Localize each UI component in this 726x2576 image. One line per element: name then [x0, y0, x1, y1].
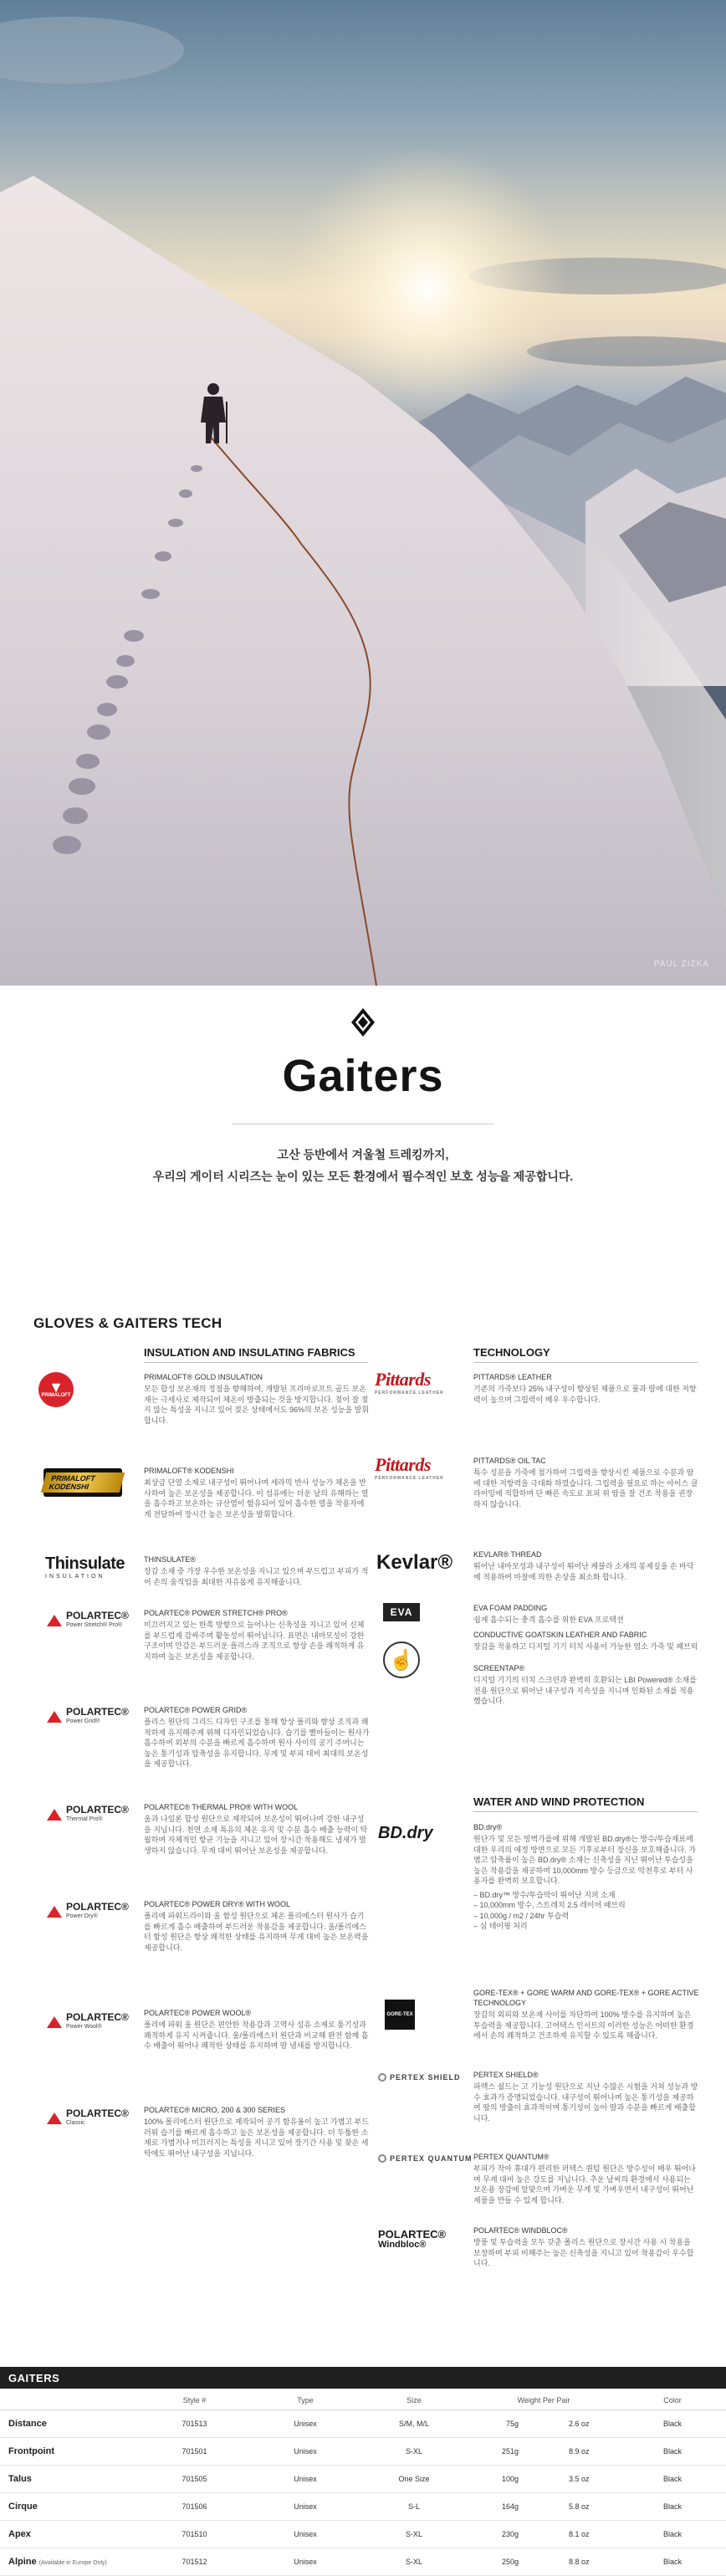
style-cell-text: 701512 [182, 2557, 207, 2566]
table-row [0, 2437, 726, 2465]
table-header: Color [619, 2391, 726, 2410]
weight-oz-cell-text: 5.8 oz [569, 2502, 590, 2511]
tech-item-name: POLARTEC® MICRO, 200 & 300 SERIES [144, 2106, 286, 2114]
polartec-logo [47, 2108, 129, 2128]
kodenshi-logo-text: PRIMALOFT KODENSHI [41, 1472, 125, 1493]
goretex-logo [385, 2000, 415, 2030]
tech-item [144, 1554, 370, 1587]
model-cell [0, 2410, 138, 2437]
weight-oz-cell-text: 8.1 oz [569, 2529, 590, 2538]
table-header: Weight Per Pair [468, 2391, 619, 2410]
tech-item-desc: 최상급 단열 소재로 내구성이 뛰어나며 세라믹 반사 성능가 체온을 반사하여 높은 보온성을 제공합니다. 이 섬유에는 더운 날의 유해하는 열을 흡수하고 보온하는 규산염이 함유되어 있어 흡수한 열을 착용자에게 전달하여 장시간 높은 보온성을 발휘합니다. [144, 1478, 369, 1518]
tech-item [473, 2225, 699, 2269]
model-cell-text: Distance [8, 2418, 47, 2429]
tech-item-name: PERTEX SHIELD® [473, 2071, 539, 2079]
tech-item-desc: 방풍 및 투습력을 모두 갖춘 폴리스 원단으로 장시간 사용 시 착용을 보장하며 부피 비해주는 높은 신축성을 지니고 있어 착용감이 우수합니다. [473, 2238, 694, 2267]
style-cell [138, 2465, 251, 2492]
goretex-logo-text: GORE-TEX [386, 2012, 413, 2017]
weight-g-cell-text: 75g [505, 2419, 519, 2428]
model-note: (Available in Europe Only) [38, 2559, 107, 2566]
insulation-heading: INSULATION AND INSULATING FABRICS [144, 1346, 355, 1359]
hand-touch-icon: ☝ [383, 1641, 420, 1678]
weight-g-cell [468, 2465, 544, 2492]
intro-line: 고산 등반에서 겨울철 트레킹까지, [277, 1148, 449, 1161]
weight-g-cell [468, 2492, 544, 2520]
weight-oz-cell-text: 2.6 oz [569, 2419, 590, 2428]
weight-g-cell [468, 2410, 544, 2437]
table-row [0, 2520, 726, 2548]
model-cell [0, 2520, 138, 2548]
tech-item-name: POLARTEC® POWER STRETCH® PRO® [144, 1609, 288, 1617]
bullet-text: 10,000mm 방수, 스트레치 2.5 레이어 패브릭 [479, 1901, 626, 1909]
tech-item [144, 1372, 370, 1426]
tech-item-name: PITTARDS® OIL TAC [473, 1457, 546, 1465]
style-cell [138, 2492, 251, 2520]
tech-item-desc: 부피가 작아 휴대가 편리한 퍼텍스 퀀텀 원단은 방수성이 매우 뛰어나며 무게 대비 높은 강도를 지닙니다. 추운 날씨의 환경에서 사용되는 보온용 장갑에 알맞으며 가벼운 무게 및 가벼우면서 내구성이 뛰어난 제품을 만들 수 있게 합니다. [473, 2164, 696, 2205]
column-divider [473, 1362, 698, 1363]
polartec-logo-sub: Power Stretch® Pro® [66, 1622, 123, 1628]
table-title: GAITERS [8, 2372, 60, 2384]
windbloc-logo-text: POLARTEC® [378, 2228, 447, 2241]
tech-item-desc: 파맥스 쉴드는 고 기능성 원단으로 지난 수많은 시험을 거쳐 성능과 방수 효과가 증명되었습니다. 내구성이 뛰어나며 높은 통기성을 제공하여 땀의 방출이 효과적이며 통기성이 높아 땀과 수분을 빠르게 배출합니다. [473, 2082, 698, 2123]
table-title-bar [0, 2367, 726, 2389]
tech-item [473, 1372, 699, 1405]
size-cell [360, 2520, 468, 2548]
primaloft-logo-text: PRIMALOFT [41, 1393, 71, 1398]
color-cell [619, 2548, 726, 2575]
tech-item [473, 1822, 699, 1932]
pertex-logo-text: PERTEX SHIELD [390, 2073, 461, 2082]
polartec-triangle-icon [47, 1809, 62, 1821]
polartec-logo [47, 1611, 129, 1631]
bullet-item: – 10,000mm 방수, 스트레치 2.5 레이어 패브릭 [473, 1901, 626, 1909]
tech-item-name: KEVLAR® THREAD [473, 1550, 542, 1559]
weight-g-cell [468, 2437, 544, 2465]
size-cell [360, 2410, 468, 2437]
model-cell [0, 2548, 138, 2575]
kodenshi-logo [43, 1468, 122, 1497]
color-cell [619, 2410, 726, 2437]
thinsulate-logo-text: Thinsulate [45, 1554, 125, 1573]
tech-heading: GLOVES & GAITERS TECH [33, 1315, 222, 1331]
size-cell-text: S-L [407, 2502, 420, 2511]
color-cell-text: Black [662, 2557, 682, 2566]
tech-item-desc: 플리스 원단의 그리드 디자인 구조를 통해 항상 폴리와 향상 조직과 쾌적하게 유지해주게 위해 디자인되었습니다. 습기를 빨아들이는 원사가 흡수하여 외부의 수분을 빠르게 흡수하며 원사 사이의 공기 주머니는 높은 통기성과 압축성을 유지합니다. 무게 및 부피 대비 최대의 보온성을 제공합니다. [144, 1718, 370, 1768]
bullet-text: BD.dry™ 방수/투습막이 뛰어난 지퍼 소재 [479, 1890, 616, 1899]
weight-oz-cell [544, 2492, 619, 2520]
weight-g-cell-text: 100g [501, 2474, 519, 2483]
style-cell-text: 701510 [182, 2529, 207, 2538]
weight-oz-cell-text: 3.5 oz [569, 2474, 590, 2483]
tech-item-desc: 장갑 소재 중 가장 우수한 보온성을 지니고 있으며 부드럽고 부피가 적어 손의 움직임을 최대한 자유롭게 유지해줍니다. [144, 1567, 369, 1586]
water-wind-heading: WATER AND WIND PROTECTION [473, 1795, 645, 1808]
type-cell-text: Unisex [294, 2446, 317, 2456]
tech-item-name: POLARTEC® THERMAL PRO® WITH WOOL [144, 1803, 299, 1811]
type-cell [251, 2410, 360, 2437]
eva-logo-text: EVA [383, 1603, 420, 1621]
model-cell-text: Cirque [8, 2501, 38, 2512]
size-cell-text: S/M, M/L [398, 2419, 429, 2428]
bddry-bullets [473, 1890, 699, 1932]
technology-heading: TECHNOLOGY [473, 1346, 550, 1359]
tech-item-name: SCREENTAP® [473, 1664, 524, 1672]
intro-line: 우리의 게이터 시리즈는 눈이 있는 모든 환경에서 필수적인 보호 성능을 제공합니다. [152, 1170, 574, 1183]
tech-item-desc: 쉽게 흡수되는 충격 흡수를 위한 EVA 프로텍션 [473, 1616, 624, 1624]
page-title: Gaiters [282, 1051, 444, 1101]
weight-oz-cell [544, 2410, 619, 2437]
size-cell [360, 2437, 468, 2465]
size-cell [360, 2465, 468, 2492]
tech-item-desc: 장갑의 외피와 보온재 사이를 차단하여 100% 방수를 유지하며 높은 투습력을 제공합니다. 고어텍스 인서트의 이러한 성능은 어떠한 환경에서 손의 쾌적하고 건조하게 유지할 수 있도록 해줍니다. [473, 2010, 694, 2040]
polartec-logo-text: POLARTEC® [66, 1901, 129, 1913]
eva-logo [383, 1603, 420, 1621]
tech-item-name: PRIMALOFT® KODENSHI [144, 1467, 234, 1475]
tech-item-desc: 모든 합성 보온재의 정점을 향해하여, 개발된 프리마로프트 골드 보온재는 극세사로 제작되어 체온이 방출되는 것을 방지합니다. 젖어 잘 젖지 않는 특성을 지니고 있어 젖은 상태에서도 96%의 보온 성능을 발휘합니다. [144, 1385, 370, 1425]
table-header-row [0, 2391, 726, 2410]
tech-item-name: GORE-TEX® + GORE WARM AND GORE-TEX® + GORE ACTIVE TECHNOLOGY [473, 1989, 699, 2007]
polartec-logo-text: POLARTEC® [66, 2107, 129, 2119]
bullet-item: – 심 테이핑 처리 [473, 1922, 528, 1930]
bddry-logo [378, 1824, 433, 1843]
column-divider [144, 1362, 368, 1363]
color-cell-text: Black [662, 2446, 682, 2456]
style-cell-text: 701506 [182, 2502, 207, 2511]
size-cell-text: S-XL [405, 2446, 422, 2456]
touchscreen-logo [383, 1641, 420, 1678]
tech-item-desc: 100% 폴리에스터 원단으로 제작되어 공기 함유율이 높고 가볍고 부드러워 습기를 빠르게 흡수하고 높은 보온성을 제공합니다. 더 두툼한 소재로 가볍거나 미끄러지는 특성을 지니고 있어 장기간 사용 및 잦은 세탁에도 뛰어난 내구성을 지닙니다. [144, 2118, 370, 2158]
thinsulate-logo [45, 1554, 125, 1580]
tech-item-name: PITTARDS® LEATHER [473, 1373, 552, 1381]
type-cell-text: Unisex [294, 2557, 317, 2566]
weight-g-cell-text: 230g [501, 2529, 519, 2538]
weight-g-cell-text: 164g [501, 2502, 519, 2511]
tech-item [144, 2008, 370, 2051]
table-row [0, 2410, 726, 2437]
polartec-logo [47, 1707, 129, 1727]
hero-illustration [0, 0, 726, 986]
tech-item-desc: 기존의 가죽보다 25% 내구성이 향상된 제품으로 물과 땀에 대한 저항력이 높으며 그립력이 매우 우수합니다. [473, 1385, 697, 1404]
bullet-item: – 10,000g / m2 / 24hr 투습력 [473, 1911, 570, 1920]
tech-item-name: POLARTEC® POWER DRY® WITH WOOL [144, 1900, 290, 1908]
table-header: Type [251, 2391, 360, 2410]
type-cell-text: Unisex [294, 2419, 317, 2428]
size-cell [360, 2492, 468, 2520]
windbloc-logo-sub: Windbloc® [378, 2240, 427, 2250]
tech-item-desc: 울과 나일론 합성 원단으로 제작되어 보온성이 뛰어나며 강한 내구성을 지닙니다. 천연 소재 특유의 체온 유지 및 수분 흡수 배출 능력이 탁월하며 자체적인 항균 기능을 지니고 있어 장시간 착용해도 냄새가 발생하지 않습니다. 무게 대비 뛰어난 보온성을 제공합니다. [144, 1815, 368, 1855]
tech-item-desc: 디지털 기기의 터치 스크린과 완벽히 호환되는 LBI Powered® 소재를 전용 원단으로 뛰어난 내구성과 지속성을 지니며 인화된 소재를 적용했습니다. [473, 1676, 697, 1705]
style-cell [138, 2410, 251, 2437]
diamond-logo-icon [351, 1008, 375, 1037]
style-cell [138, 2548, 251, 2575]
pittards-logo [375, 1369, 444, 1396]
polartec-logo [47, 1902, 129, 1922]
tech-item [144, 1608, 370, 1662]
tech-item-desc: 미끄러지고 있는 한쪽 방향으로 늘어나는 신축성을 지니고 있어 신체를 부드럽게 감싸주며 활동성이 뛰어납니다. 표면은 내마모성이 강한 구조이며 안감은 부드러운 플리스라 조직으로 항상 손을 쾌적하게 유지하며 높은 보온성을 제공합니다. [144, 1621, 365, 1661]
weight-g-cell-text: 250g [501, 2557, 519, 2566]
color-cell [619, 2492, 726, 2520]
weight-oz-cell [544, 2520, 619, 2548]
weight-oz-cell [544, 2548, 619, 2575]
type-cell [251, 2492, 360, 2520]
style-cell [138, 2437, 251, 2465]
bullet-item: – BD.dry™ 방수/투습막이 뛰어난 지퍼 소재 [473, 1890, 616, 1899]
type-cell [251, 2548, 360, 2575]
table-row [0, 2465, 726, 2492]
weight-oz-cell-text: 8.9 oz [569, 2446, 590, 2456]
weight-g-cell [468, 2548, 544, 2575]
kevlar-logo [376, 1551, 452, 1575]
type-cell-text: Unisex [294, 2474, 317, 2483]
model-cell-text: Talus [8, 2473, 32, 2484]
pertex-logo-text: PERTEX QUANTUM [390, 2154, 473, 2163]
tech-item-name: EVA FOAM PADDING [473, 1604, 548, 1612]
weight-g-cell [468, 2520, 544, 2548]
size-cell-text: One Size [398, 2474, 430, 2483]
polartec-triangle-icon [47, 2016, 62, 2028]
tech-item-name: POLARTEC® POWER GRID® [144, 1706, 248, 1714]
photo-credit: PAUL ZIZKA [653, 960, 709, 969]
model-cell [0, 2492, 138, 2520]
style-cell-text: 701505 [182, 2474, 207, 2483]
thinsulate-logo-sub: INSULATION [45, 1574, 105, 1580]
kevlar-logo-text: Kevlar® [376, 1551, 453, 1574]
table-header: Size [360, 2391, 468, 2410]
tech-item-desc: 폴리에 파워 울 원단은 편안한 착용감과 고역사 섬유 소재로 통기성과 쾌적하게 유지 시켜줍니다. 울/폴리에스터 원단과 비교해 완전 함께 흡수 배출이 뛰어나 쾌적한 상태를 유지하며 땀 냄새를 방지합니다. [144, 2020, 369, 2050]
type-cell [251, 2465, 360, 2492]
tech-item [144, 1705, 370, 1769]
tech-item [473, 2152, 699, 2205]
polartec-triangle-icon [47, 1615, 62, 1626]
tech-item [144, 1802, 370, 1856]
polartec-logo-sub: Classic [66, 2120, 85, 2126]
tech-item [144, 1466, 370, 1519]
table-header: Style # [138, 2391, 251, 2410]
size-cell-text: S-XL [405, 2557, 422, 2566]
weight-oz-cell [544, 2465, 619, 2492]
tech-item [473, 2070, 699, 2123]
tech-item [473, 1988, 699, 2041]
tech-item-name: PRIMALOFT® GOLD INSULATION [144, 1373, 263, 1381]
intro-text [0, 1144, 726, 1187]
weight-oz-cell-text: 8.8 oz [569, 2557, 590, 2566]
tech-item-name: CONDUCTIVE GOATSKIN LEATHER AND FABRIC [473, 1631, 647, 1639]
color-cell-text: Black [662, 2502, 682, 2511]
weight-g-cell-text: 251g [501, 2446, 519, 2456]
type-cell [251, 2437, 360, 2465]
pittards-logo-sub: PERFORMANCE LEATHER [375, 1390, 444, 1396]
weight-oz-cell [544, 2437, 619, 2465]
polartec-logo-text: POLARTEC® [66, 2011, 129, 2023]
primaloft-logo: ▼ PRIMALOFT [38, 1372, 74, 1407]
color-cell-text: Black [662, 2529, 682, 2538]
tech-item [473, 1456, 699, 1509]
tech-item-name: POLARTEC® POWER WOOL® [144, 2009, 252, 2017]
tech-item [473, 1663, 699, 1707]
pertex-circle-icon [378, 2154, 386, 2163]
style-cell [138, 2520, 251, 2548]
model-cell-text: Frontpoint [8, 2445, 54, 2456]
windbloc-logo [378, 2229, 446, 2251]
polartec-logo-sub: Thermal Pro® [66, 1816, 103, 1822]
pertex-shield-logo [378, 2073, 461, 2082]
color-cell [619, 2437, 726, 2465]
table-row [0, 2548, 726, 2575]
color-cell [619, 2520, 726, 2548]
size-cell [360, 2548, 468, 2575]
bullet-text: 심 테이핑 처리 [479, 1922, 528, 1930]
tech-item-desc: 폴리에 파워드라이와 울 함성 원단으로 체온 폴리에스터 원사가 습기를 빠르게 흡수 배출하여 부드러운 착용감을 제공합니다. 울/폴리에스터 함성 원단은 항상 쾌적한 상태를 유지하며 무게 대비 높은 보온력을 제공합니다. [144, 1912, 369, 1952]
tech-item-name: BD.dry® [473, 1823, 503, 1831]
pittards-logo-sub: PERFORMANCE LEATHER [375, 1476, 444, 1481]
table-header [0, 2391, 138, 2410]
model-cell-text: Alpine [8, 2556, 37, 2567]
pertex-circle-icon [378, 2073, 386, 2082]
tech-item-name: POLARTEC® WINDBLOC® [473, 2226, 568, 2235]
color-cell [619, 2465, 726, 2492]
color-cell-text: Black [662, 2474, 682, 2483]
bddry-logo-text: BD.dry [378, 1824, 433, 1842]
polartec-logo [47, 2012, 129, 2032]
pittards-logo-text: Pittards [375, 1369, 431, 1390]
tech-item [144, 2105, 370, 2159]
tech-item-name: PERTEX QUANTUM® [473, 2153, 550, 2161]
hero-photo [0, 0, 726, 986]
polartec-triangle-icon [47, 1711, 62, 1723]
bullet-text: 10,000g / m2 / 24hr 투습력 [479, 1911, 570, 1920]
tech-item-desc: 장갑을 착용하고 디지털 기기 터치 사용이 가능한 염소 가죽 및 패브릭 [473, 1642, 698, 1651]
tech-item [473, 1549, 699, 1582]
type-cell-text: Unisex [294, 2529, 317, 2538]
polartec-logo-sub: Power Grid® [66, 1718, 100, 1724]
column-divider [473, 1811, 698, 1812]
gaiters-spec-table [0, 2391, 726, 2576]
polartec-logo-text: POLARTEC® [66, 1706, 129, 1718]
polartec-triangle-icon [47, 1906, 62, 1918]
table-row [0, 2492, 726, 2520]
tech-item [144, 1899, 370, 1953]
polartec-triangle-icon [47, 2113, 62, 2124]
type-cell-text: Unisex [294, 2502, 317, 2511]
tech-item-desc: 원단가 및 모든 빙벽가를에 위해 개발된 BD.dry®는 방수/투습재료에 대한 우리의 애정 방면으로 모든 기후로부터 장신을 보호해줍니다. 가볍고 압축률이 높은 BD.dry® 소재는 신축성을 지닌 뛰어난 투습성을 높은 착용감을 제공하며 10,000mm 방수 등급으로 악천후로 부터 사용자를 완벽히 보호합니다. [473, 1835, 696, 1885]
pittards-logo-text: Pittards [375, 1454, 431, 1475]
type-cell [251, 2520, 360, 2548]
tech-item [473, 1630, 699, 1652]
polartec-logo [47, 1805, 129, 1825]
size-cell-text: S-XL [405, 2529, 422, 2538]
polartec-logo-text: POLARTEC® [66, 1804, 129, 1815]
pertex-quantum-logo [378, 2154, 473, 2163]
tech-item-desc: 뛰어난 내마모성과 내구성이 뛰어난 케블라 소재의 봉제실을 손 바닥에 적용하여 마찰에 의한 손상을 최소화 합니다. [473, 1562, 694, 1581]
color-cell-text: Black [662, 2419, 682, 2428]
model-cell [0, 2437, 138, 2465]
tech-item-desc: 특수 성분을 가죽에 첨가하여 그립력을 향상시킨 제품으로 수분과 땀에 대한 저항력을 극대화 하였습니다. 그립력을 필요로 하는 아이스 클라이밍에 적합하며 단 빠른 속도로 표피 위 땀을 잘 건조 착용을 권장하지 않습니다. [473, 1468, 698, 1508]
polartec-logo-sub: Power Dry® [66, 1913, 98, 1919]
tech-item-name: THINSULATE® [144, 1555, 196, 1564]
style-cell-text: 701513 [182, 2419, 207, 2428]
polartec-logo-sub: Power Wool® [66, 2024, 102, 2030]
pittards-logo [375, 1454, 444, 1481]
model-cell-text: Apex [8, 2528, 31, 2539]
polartec-logo-text: POLARTEC® [66, 1610, 129, 1621]
tech-item [473, 1603, 699, 1626]
style-cell-text: 701501 [182, 2446, 207, 2456]
model-cell [0, 2465, 138, 2492]
